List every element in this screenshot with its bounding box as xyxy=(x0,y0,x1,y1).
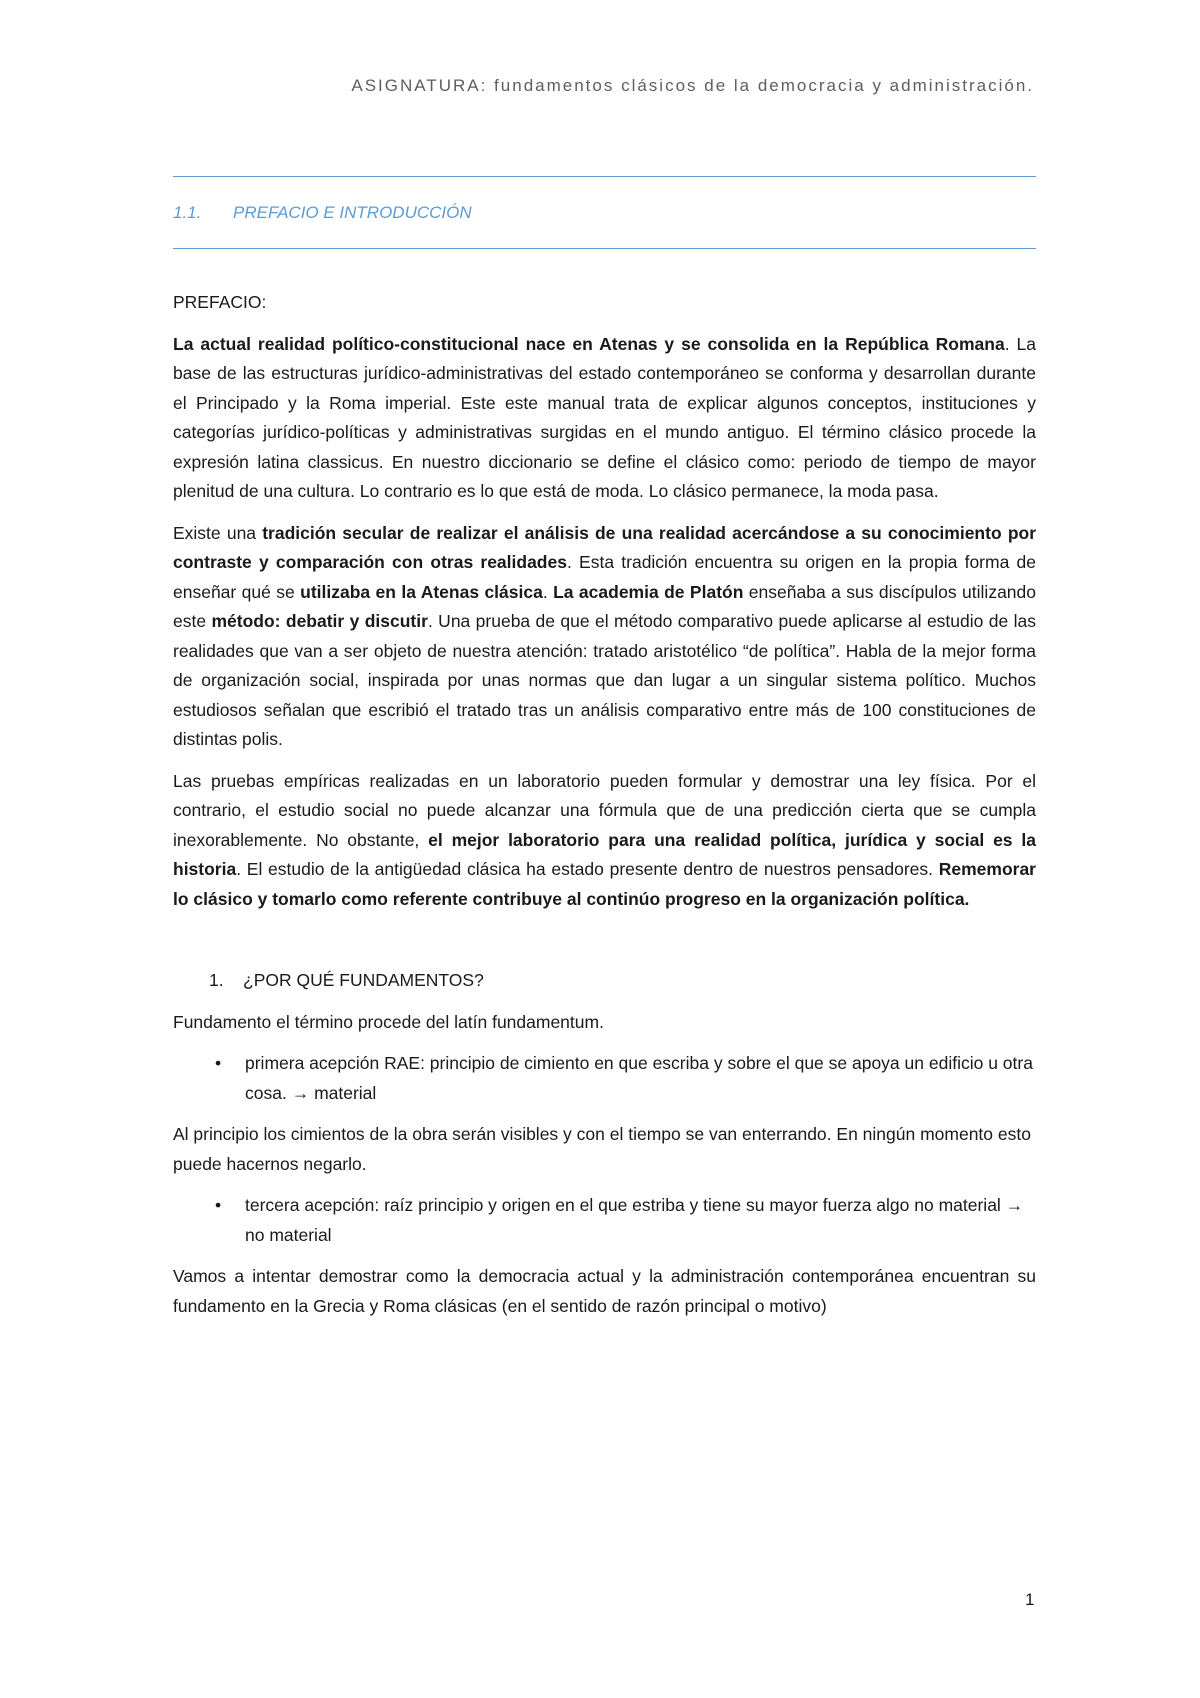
paragraph-3 xyxy=(173,767,1036,915)
bullet-tail: material xyxy=(309,1082,377,1103)
paragraph-4: Fundamento el término procede del latín fundamentum. xyxy=(173,1011,604,1032)
spacer xyxy=(173,926,1036,966)
p2-bold-2: utilizaba en la Atenas clásica xyxy=(300,581,543,602)
paragraph-2 xyxy=(173,519,1036,755)
p2-bold-1: tradición secular de realizar el análisis de una realidad acercándose a su conocimiento por contraste y comparación con otras realidades xyxy=(173,522,1037,572)
p2-text-5: . Una prueba de que el método comparativo puede aplicarse al estudio de las realidades que van a ser objeto de nuestra atención: tratado aristotélico “de política”. Habla de la mejor forma de organización social, inspirada por unas normas que dan lugar a un singular sistema político. Muchos estudiosos señalan que escribió el tratado tras un análisis comparativo entre más de 100 constituciones de distintas polis. xyxy=(173,611,1036,749)
p2-text-1: Existe una xyxy=(173,522,263,543)
section-heading xyxy=(173,203,472,223)
bullet-item-1 xyxy=(173,1049,1036,1108)
numbered-heading-title: ¿POR QUÉ FUNDAMENTOS? xyxy=(243,970,484,990)
p3-bold-2: Rememorar lo clásico y tomarlo como referente contribuye al continúo progreso en la organización política. xyxy=(173,859,1036,909)
paragraph-6: Vamos a intentar demostrar como la democracia actual y la administración contemporánea encuentran su fundamento en la Grecia y Roma clásicas (en el sentido de razón principal o motivo) xyxy=(173,1266,1036,1316)
p2-text-2: . Esta tradición encuentra su origen en la propia forma de enseñar qué se xyxy=(173,552,1036,602)
bullet-text: primera acepción RAE: principio de cimiento en que escriba y sobre el que se apoya un edificio u otra cosa. xyxy=(245,1053,1033,1103)
p1-text: . La base de las estructuras jurídico-administrativas del estado contemporáneo se conforma y desarrollan durante el Principado y la Roma imperial. Este este manual trata de explicar algunos conceptos, instituciones y categorías jurídico-políticas y administrativas surgidas en el mundo antiguo. El término clásico procede la expresión latina classicus. En nuestro diccionario se define el clásico como: periodo de tiempo de mayor plenitud de una cultura. Lo contrario es lo que está de moda. Lo clásico permanece, la moda pasa. xyxy=(173,333,1036,501)
bullet-item-2 xyxy=(173,1191,1036,1250)
running-header: ASIGNATURA: fundamentos clásicos de la democracia y administración. xyxy=(351,76,1034,95)
p2-bold-3: La academia de Platón xyxy=(553,581,744,602)
bullet-text: tercera acepción: raíz principio y origen en el que estriba y tiene su mayor fuerza algo no material xyxy=(245,1195,1006,1215)
section-rule-bottom xyxy=(173,248,1036,249)
p2-text-3: . xyxy=(542,581,554,602)
section-number: 1.1. xyxy=(173,203,202,222)
prefacio-label: PREFACIO: xyxy=(173,292,267,312)
section-rule-top xyxy=(173,176,1036,177)
numbered-heading-number: 1. xyxy=(209,970,224,990)
arrow-icon: → xyxy=(1005,1195,1024,1215)
page-number: 1 xyxy=(1025,1590,1035,1609)
paragraph-1 xyxy=(173,330,1036,507)
bullet-tail: no material xyxy=(245,1224,332,1245)
numbered-heading-1 xyxy=(173,966,1036,996)
paragraph-5: Al principio los cimientos de la obra serán visibles y con el tiempo se van enterrando. En ningún momento esto puede hacernos negarlo. xyxy=(173,1124,1031,1174)
p1-bold: La actual realidad político-constitucional nace en Atenas y se consolida en la República Romana xyxy=(173,333,1005,354)
bullet-marker: • xyxy=(215,1195,222,1215)
p3-bold-1: el mejor laboratorio para una realidad política, jurídica y social es la historia xyxy=(173,829,1036,879)
p2-bold-4: método: debatir y discutir xyxy=(211,611,428,631)
p3-text-2: . El estudio de la antigüedad clásica ha estado presente dentro de nuestros pensadores. xyxy=(236,859,939,879)
arrow-icon: → xyxy=(291,1082,310,1103)
document-body xyxy=(173,288,1036,1333)
p3-text-1: Las pruebas empíricas realizadas en un laboratorio pueden formular y demostrar una ley física. Por el contrario, el estudio social no puede alcanzar una fórmula que de una predicción cierta que se cumpla inexorablemente. No obstante, xyxy=(173,770,1036,850)
bullet-marker: • xyxy=(215,1053,222,1073)
p2-text-4: enseñaba a sus discípulos utilizando este xyxy=(173,581,1036,631)
section-title-text: PREFACIO E INTRODUCCIÓN xyxy=(233,203,472,222)
